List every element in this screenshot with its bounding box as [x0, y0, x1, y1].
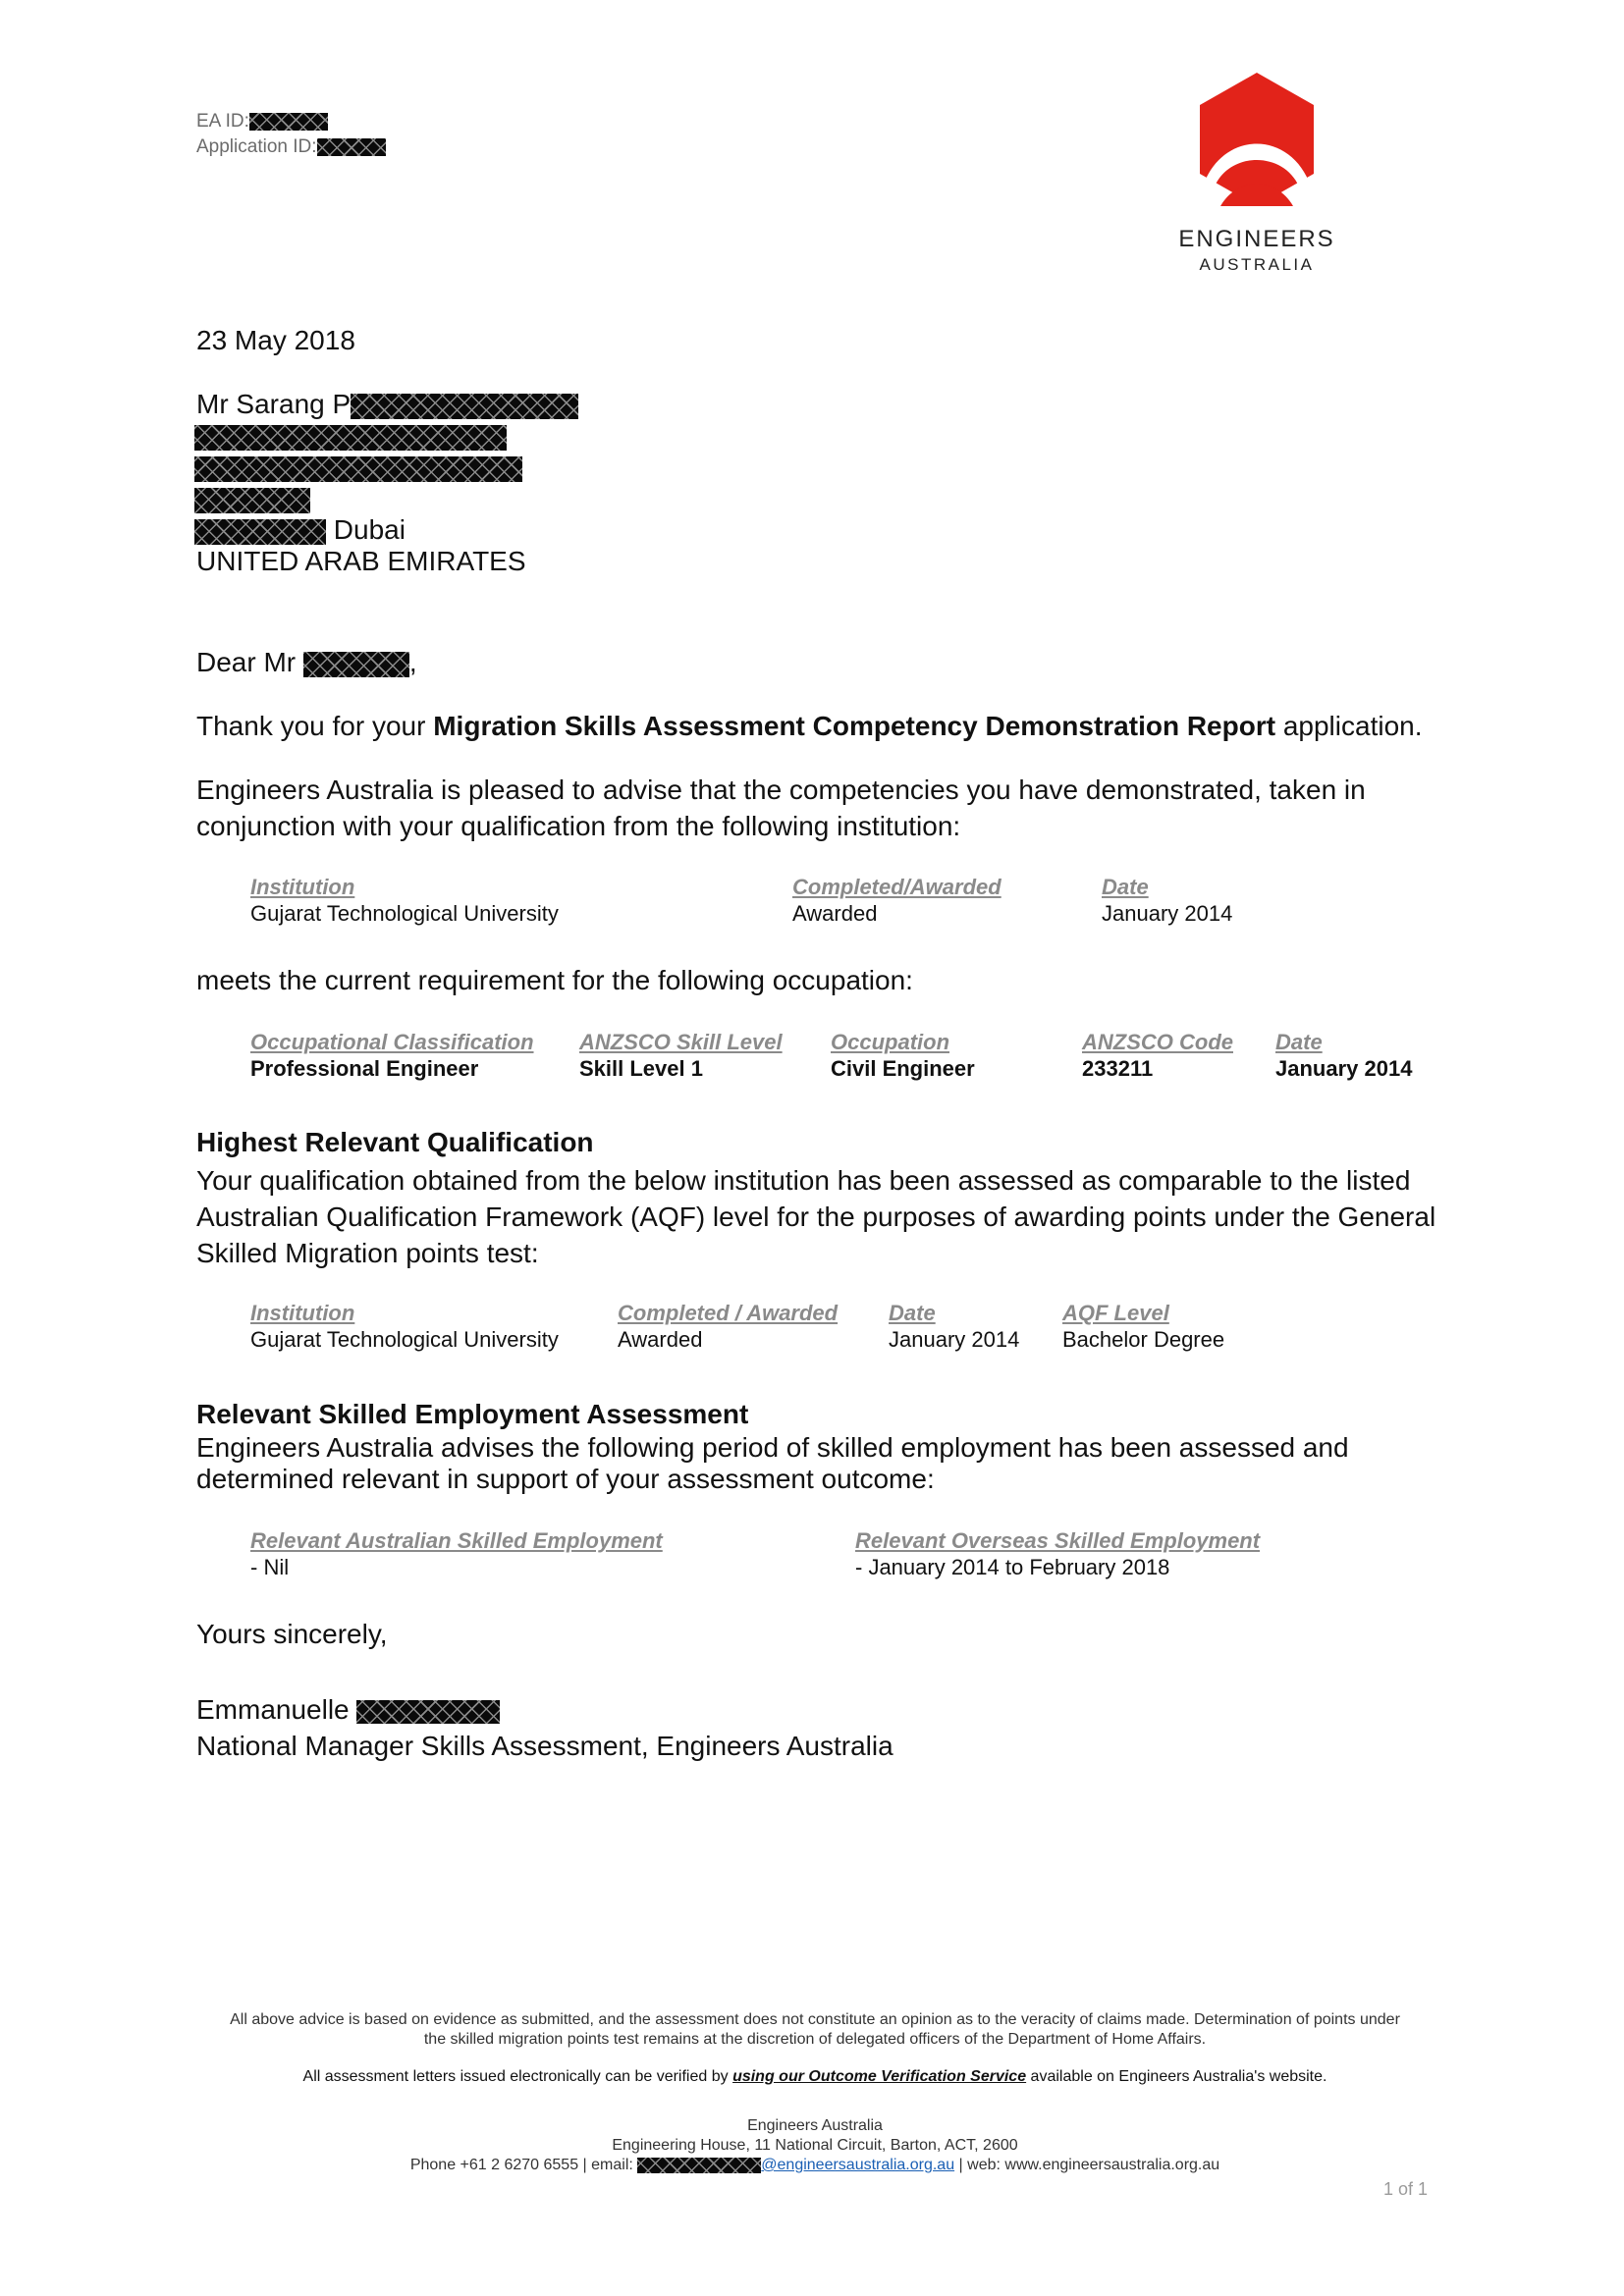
table-header: ANZSCO Code — [1082, 1030, 1233, 1054]
application-type: Migration Skills Assessment Competency Demonstration Report — [433, 711, 1276, 741]
table-cell: Awarded — [792, 901, 878, 926]
rsea-paragraph-line2: determined relevant in support of your assessment outcome: — [196, 1464, 935, 1494]
ea-id-line — [196, 111, 328, 133]
verify-prefix: All assessment letters issued electronically can be verified by — [302, 2068, 733, 2085]
disclaimer-line2: the skilled migration points test remains at the discretion of delegated officers of the Department of Home Affairs. — [423, 2031, 1207, 2048]
table-cell: - Nil — [250, 1555, 290, 1579]
section-heading: Highest Relevant Qualification — [196, 1127, 594, 1157]
redaction-block — [317, 138, 386, 156]
table-header: Relevant Australian Skilled Employment — [250, 1528, 663, 1553]
closing: Yours sincerely, — [196, 1619, 388, 1649]
redaction-block — [637, 2158, 761, 2173]
advice-paragraph-line2: conjunction with your qualification from the following institution: — [196, 811, 961, 841]
engineers-australia-logo — [1168, 71, 1345, 275]
table-header: AQF Level — [1062, 1301, 1169, 1325]
table-cell: - January 2014 to February 2018 — [855, 1555, 1170, 1579]
address-line-redacted — [194, 425, 507, 451]
table-header: Occupational Classification — [250, 1030, 534, 1054]
address-line-redacted — [194, 488, 310, 513]
hrq-paragraph-line2: Australian Qualification Framework (AQF) level for the purposes of awarding points under the General — [196, 1201, 1436, 1232]
recipient-country: UNITED ARAB EMIRATES — [196, 546, 526, 576]
phone-text: Phone +61 2 6270 6555 | email: — [409, 2157, 638, 2173]
table-cell: January 2014 — [1275, 1056, 1413, 1081]
redaction-block — [303, 652, 409, 677]
disclaimer — [147, 2010, 1483, 2050]
table-cell: Bachelor Degree — [1062, 1327, 1225, 1352]
table-cell: Skill Level 1 — [579, 1056, 703, 1081]
disclaimer-line1: All above advice is based on evidence as submitted, and the assessment does not constitute an opinion as to the veracity of claims made. Determination of points under — [230, 2011, 1400, 2028]
table-header: Date — [889, 1301, 936, 1325]
verification-note — [147, 2067, 1483, 2087]
hrq-paragraph-line1: Your qualification obtained from the below institution has been assessed as comparable to the listed — [196, 1165, 1411, 1196]
table-header: Occupation — [831, 1030, 950, 1054]
table-header: Institution — [250, 1301, 355, 1325]
engineers-australia-hexagon-logo-icon — [1193, 71, 1321, 208]
redaction-block — [194, 488, 310, 513]
table-header: Relevant Overseas Skilled Employment — [855, 1528, 1261, 1553]
organisation-contact — [147, 2116, 1483, 2175]
table-header: ANZSCO Skill Level — [579, 1030, 783, 1054]
outcome-verification-link[interactable]: using our Outcome Verification Service — [732, 2068, 1027, 2085]
org-name: Engineers Australia — [747, 2117, 883, 2134]
meets-requirement-text: meets the current requirement for the following occupation: — [196, 965, 913, 995]
org-address: Engineering House, 11 National Circuit, Barton, ACT, 2600 — [612, 2137, 1018, 2154]
verify-suffix: available on Engineers Australia's website. — [1026, 2068, 1327, 2085]
hrq-paragraph-line3: Skilled Migration points test: — [196, 1238, 539, 1268]
redaction-block — [351, 394, 578, 419]
table-cell: Gujarat Technological University — [250, 901, 559, 926]
signatory-name-line — [196, 1691, 500, 1728]
org-contact-line — [147, 2156, 1483, 2175]
signatory-name: Emmanuelle — [196, 1694, 350, 1725]
table-header: Date — [1102, 875, 1149, 899]
redaction-block — [194, 425, 507, 451]
ea-id-label: EA ID: — [196, 111, 249, 132]
logo-text-australia: AUSTRALIA — [1199, 255, 1315, 274]
rsea-paragraph-line1: Engineers Australia advises the following period of skilled employment has been assessed and — [196, 1432, 1349, 1463]
advice-paragraph-line1: Engineers Australia is pleased to advise that the competencies you have demonstrated, taken in — [196, 774, 1366, 805]
table-cell: January 2014 — [1102, 901, 1233, 926]
redaction-block — [356, 1700, 500, 1724]
table-cell: 233211 — [1082, 1056, 1154, 1081]
thanks-paragraph — [196, 708, 1423, 744]
recipient-city: Dubai — [333, 514, 406, 545]
redaction-block — [194, 519, 326, 545]
application-id-label: Application ID: — [196, 136, 317, 157]
salutation-comma: , — [408, 647, 417, 677]
table-cell: Professional Engineer — [250, 1056, 479, 1081]
recipient-name: Mr Sarang P — [196, 389, 352, 419]
application-id-line — [196, 136, 386, 158]
table-cell: Civil Engineer — [831, 1056, 975, 1081]
salutation-text: Dear Mr — [196, 647, 297, 677]
table-header: Completed/Awarded — [792, 875, 1001, 899]
signatory-title: National Manager Skills Assessment, Engineers Australia — [196, 1731, 893, 1761]
table-header: Institution — [250, 875, 355, 899]
page-number: 1 of 1 — [1382, 2179, 1428, 2199]
salutation — [196, 644, 417, 680]
address-line-redacted — [194, 456, 522, 482]
table-header: Date — [1275, 1030, 1323, 1054]
email-link[interactable]: @engineersaustralia.org.au — [761, 2157, 955, 2173]
table-cell: Awarded — [618, 1327, 703, 1352]
thanks-suffix: application. — [1275, 711, 1423, 741]
table-header: Completed / Awarded — [618, 1301, 839, 1325]
thanks-prefix: Thank you for your — [196, 711, 434, 741]
table-cell: Gujarat Technological University — [250, 1327, 559, 1352]
web-text: | web: www.engineersaustralia.org.au — [954, 2157, 1220, 2173]
section-heading: Relevant Skilled Employment Assessment — [196, 1399, 749, 1429]
logo-text-engineers: ENGINEERS — [1178, 226, 1335, 252]
table-cell: January 2014 — [889, 1327, 1020, 1352]
redaction-block — [194, 456, 522, 482]
letter-date: 23 May 2018 — [196, 325, 355, 355]
recipient-name-line — [196, 386, 578, 422]
redaction-block — [249, 113, 328, 131]
